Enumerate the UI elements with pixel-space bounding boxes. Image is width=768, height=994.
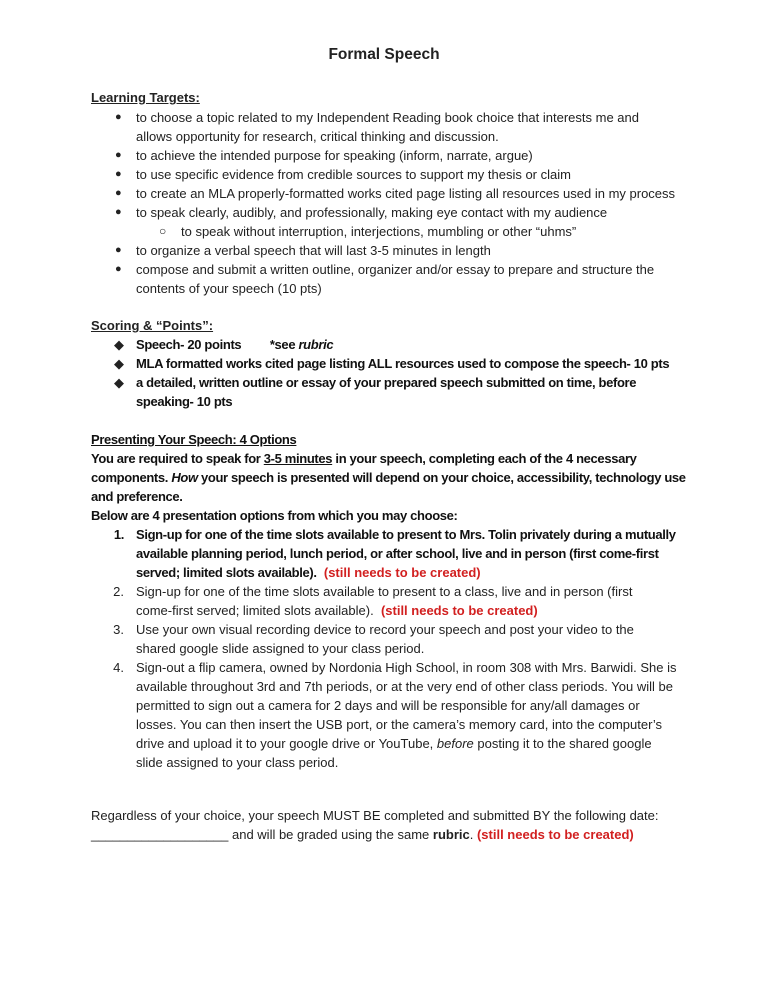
page-title: Formal Speech [328,46,440,63]
bullet-icon: ● [115,244,122,256]
bullet-icon: ● [115,149,122,161]
option-4-line-3: permitted to sign out a camera for 2 days and will be responsible for any/all damages or [136,698,640,713]
duration-requirement: 3-5 minutes [263,451,333,466]
learning-item-1-line-2: allows opportunity for research, critical thinking and discussion. [136,129,499,144]
scoring-item-3-line-2: speaking- 10 pts [136,394,233,409]
diamond-bullet-icon: ◆ [114,375,124,390]
option-2-line-2: come-first served; limited slots available). (still needs to be created) [136,603,538,618]
presenting-paragraph-line-3: and preference. [91,489,183,504]
learning-targets-heading: Learning Targets: [91,90,200,105]
due-date-line-2: ___________________ and will be graded using the same rubric. (still needs to be created) [91,827,634,842]
sub-bullet-icon: ○ [159,224,167,238]
option-4-number: 4. [113,660,124,675]
option-2-line-1: Sign-up for one of the time slots available to present to a class, live and in person (first [136,584,633,599]
option-3-number: 3. [113,622,124,637]
presenting-paragraph-line-4: Below are 4 presentation options from which you may choose: [91,508,458,523]
option-3-line-2: shared google slide assigned to your class period. [136,641,425,656]
option-3-line-1: Use your own visual recording device to record your speech and post your video to the [136,622,634,637]
learning-item-3: to use specific evidence from credible sources to support my thesis or claim [136,167,571,182]
see-rubric-word: rubric [298,337,334,352]
learning-item-4: to create an MLA properly-formatted works cited page listing all resources used in my process [136,186,676,201]
see-rubric-prefix: *see [269,337,299,352]
presenting-heading: Presenting Your Speech: 4 Options [91,432,297,447]
not-ready-note: (still needs to be created) [380,603,538,618]
option-4-line-2: available throughout 3rd and 7th periods, or at the very end of other class periods. You will be [136,679,673,694]
learning-item-5: to speak clearly, audibly, and professionally, making eye contact with my audience [136,205,608,220]
option-4-line-5: drive and upload it to your google drive or YouTube, before posting it to the shared google [136,736,652,751]
diamond-bullet-icon: ◆ [114,337,124,352]
option-1-line-1: Sign-up for one of the time slots available to present to Mrs. Tolin privately during a mutually [136,527,676,542]
bullet-icon: ● [115,206,122,218]
not-ready-note: (still needs to be created) [476,827,634,842]
presenting-paragraph-line-1: You are required to speak for 3-5 minutes in your speech, completing each of the 4 necessary [91,451,637,466]
bullet-icon: ● [115,263,122,275]
option-4-line-1: Sign-out a flip camera, owned by Nordonia High School, in room 308 with Mrs. Barwidi. She is [136,660,677,675]
bullet-icon: ● [115,187,122,199]
learning-item-7-line-2: contents of your speech (10 pts) [136,281,322,296]
option-4-line-6: slide assigned to your class period. [136,755,339,770]
learning-item-1-line-1: to choose a topic related to my Independent Reading book choice that interests me and [136,110,639,125]
scoring-item-3-line-1: a detailed, written outline or essay of your prepared speech submitted on time, before [136,375,637,390]
scoring-item-1 [136,335,333,354]
speech-points: Speech- 20 points [136,337,242,352]
learning-item-7-line-1: compose and submit a written outline, organizer and/or essay to prepare and structure the [136,262,655,277]
learning-item-6: to organize a verbal speech that will last 3-5 minutes in length [136,243,491,258]
presenting-paragraph-line-2: components. How your speech is presented will depend on your choice, accessibility, technology use [91,470,686,485]
due-date-blank: ___________________ [91,827,229,842]
option-1-line-2: available planning period, lunch period, or after school, live and in person (first come-first [136,546,659,561]
option-4-line-4: losses. You can then insert the USB port, or the camera’s memory card, into the computer’s [136,717,663,732]
bullet-icon: ● [115,111,122,123]
rubric-word: rubric [432,827,470,842]
bullet-icon: ● [115,168,122,180]
learning-subitem: to speak without interruption, interjections, mumbling or other “uhms” [181,224,577,239]
diamond-bullet-icon: ◆ [114,356,124,371]
option-1-line-3: served; limited slots available). (still needs to be created) [136,565,481,580]
scoring-heading: Scoring & “Points”: [91,318,214,333]
scoring-item-2: MLA formatted works cited page listing ALL resources used to compose the speech- 10 pts [136,356,670,371]
option-1-number: 1. [113,527,124,542]
not-ready-note: (still needs to be created) [323,565,481,580]
due-date-line-1: Regardless of your choice, your speech MUST BE completed and submitted BY the following date: [91,808,659,823]
option-2-number: 2. [113,584,124,599]
learning-item-2: to achieve the intended purpose for speaking (inform, narrate, argue) [136,148,533,163]
